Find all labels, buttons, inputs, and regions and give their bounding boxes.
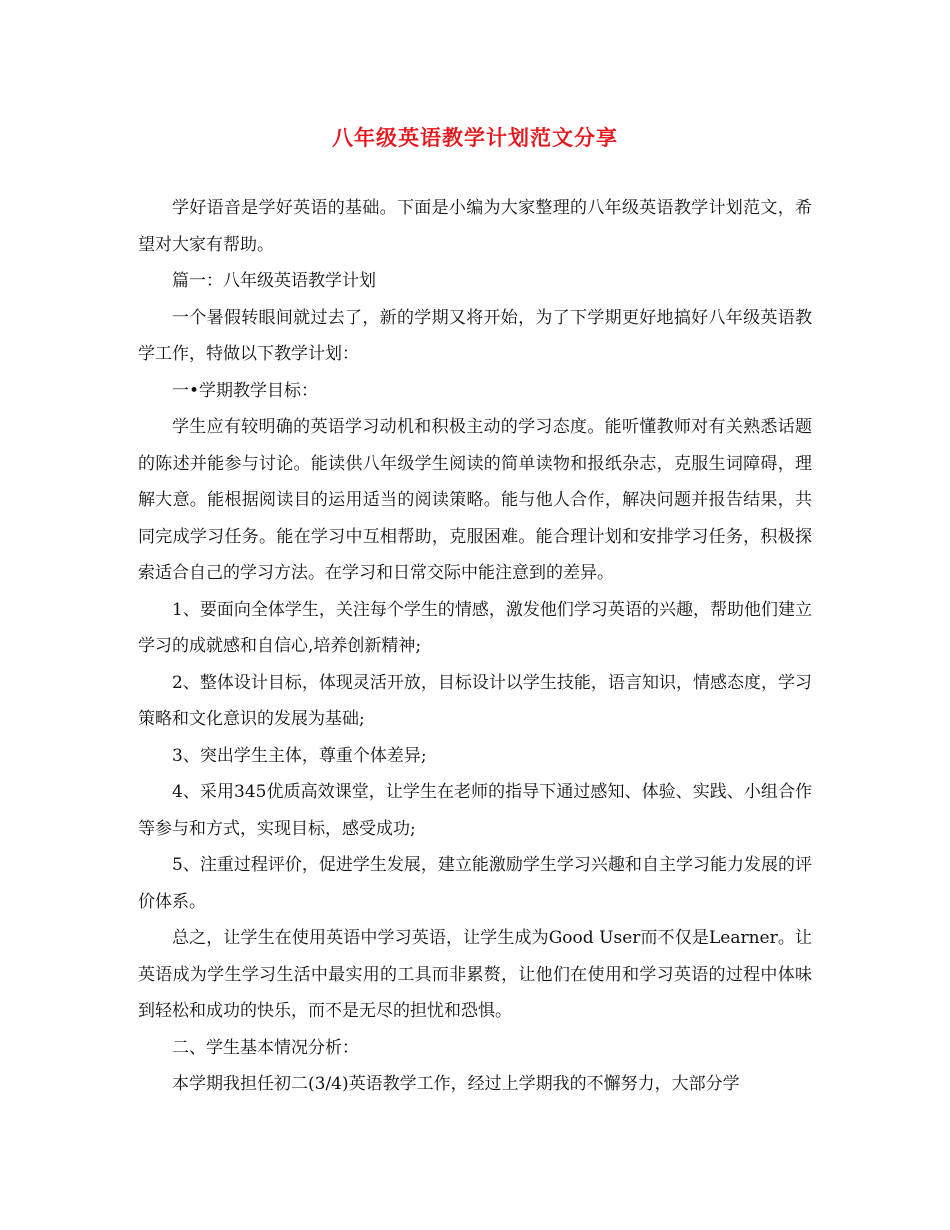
list-item: 5、注重过程评价，促进学生发展，建立能激励学生学习兴趣和自主学习能力发展的评价体系。 bbox=[138, 855, 812, 912]
paragraph: 学生应有较明确的英语学习动机和积极主动的学习态度。能听懂教师对有关熟悉话题的陈述并能参与讨论。能读供八年级学生阅读的简单读物和报纸杂志，克服生词障碍，理解大意。能根据阅读目的运用适当的阅读策略。能与他人合作，解决问题并报告结果，共同完成学习任务。能在学习中互相帮助，克服困难。能合理计划和安排学习任务，积极探索适合自己的学习方法。在学习和日常交际中能注意到的差异。 bbox=[138, 417, 812, 583]
list-item: 2、整体设计目标，体现灵活开放，目标设计以学生技能，语言知识，情感态度，学习策略和文化意识的发展为基础; bbox=[138, 672, 812, 729]
paragraph-section-heading: 篇一：八年级英语教学计划 bbox=[172, 271, 376, 291]
paragraph: 一个暑假转眼间就过去了，新的学期又将开始，为了下学期更好地搞好八年级英语教学工作，特做以下教学计划： bbox=[138, 307, 812, 364]
paragraph-summary: 总之，让学生在使用英语中学习英语，让学生成为Good User而不仅是Learner。让英语成为学生学习生活中最实用的工具而非累赘，让他们在使用和学习英语的过程中体味到轻松和成功的快乐，而不是无尽的担忧和恐惧。 bbox=[138, 928, 812, 1021]
list-item: 4、采用345优质高效课堂，让学生在老师的指导下通过感知、体验、实践、小组合作等参与和方式，实现目标，感受成功; bbox=[138, 782, 812, 839]
document-body bbox=[138, 190, 812, 1103]
paragraph-subheading: 一•学期教学目标： bbox=[172, 380, 319, 401]
list-item: 1、要面向全体学生，关注每个学生的情感，激发他们学习英语的兴趣，帮助他们建立学习的成就感和自信心,培养创新精神; bbox=[138, 599, 812, 656]
list-item: 3、突出学生主体，尊重个体差异; bbox=[172, 745, 427, 766]
paragraph-intro: 学好语音是学好英语的基础。下面是小编为大家整理的八年级英语教学计划范文，希望对大家有帮助。 bbox=[138, 198, 812, 255]
paragraph-subheading: 二、学生基本情况分析： bbox=[172, 1037, 359, 1058]
paragraph: 本学期我担任初二(3/4)英语教学工作，经过上学期我的不懈努力，大部分学 bbox=[172, 1074, 740, 1094]
document-title: 八年级英语教学计划范文分享 bbox=[332, 125, 618, 150]
